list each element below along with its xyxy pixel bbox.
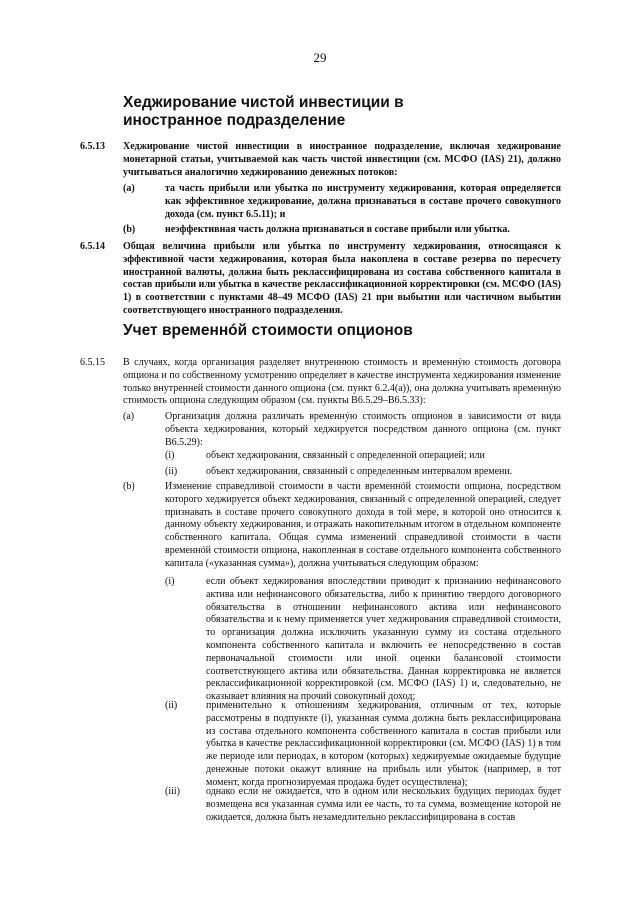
paragraph-6-5-15-text: В случаях, когда организация разделяет внутреннюю стоимость и временнýю стоимость договора опциона и по собственному усмотрению определяет в качестве инструмента хеджирования изменение только внутренней стоимости данного опциона (см. пункт 6.2.4(a)), она должна учитывать временнýю стоимость опциона следующим образом (см. пункты B6.5.29–B6.5.33): (123, 357, 561, 407)
paragraph-6-5-13-text: Хеджирование чистой инвестиции в иностранное подразделение, включая хеджирование монетарной статьи, учитываемой как часть чистой инвестиции (см. МСФО (IAS) 21), должно учитываться аналогично хеджированию денежных потоков: (123, 141, 561, 178)
item-a-text: Организация должна различать временнýю стоимость опционов в зависимости от вида объекта хеджирования, который хеджируется посредством данного опциона (см. пункт B6.5.29): (165, 411, 561, 448)
subitem-ii-label: (ii) (165, 700, 178, 711)
paragraph-6-5-14-text: Общая величина прибыли или убытка по инструменту хеджирования, относящаяся к эффективной части хеджирования, которая была накоплена в составе резерва по пересчету иностранной валюты, должна быть реклассифицирована из состава собственного капитала в состав прибыли или убытка в качестве реклассификационной корректировки (см. МСФО (IAS) 1) в соответствии с пунктами 48–49 МСФО (IAS) 21 при выбытии или частичном выбытии соответствующего иностранного подразделения. (123, 241, 561, 316)
subitem-i-label: (i) (165, 576, 175, 587)
subitem-i-text: объект хеджирования, связанный с определенной операцией; или (206, 450, 485, 461)
item-b-label: (b) (123, 224, 136, 235)
paragraph-number-6-5-14: 6.5.14 (80, 241, 105, 252)
subitem-ii-text: объект хеджирования, связанный с определенным интервалом времени. (206, 466, 513, 477)
subitem-i-text: если объект хеджирования впоследствии приводит к признанию нефинансового актива или нефинансового обязательства, либо к принятию твердого договорного обязательства в отношении нефинансового актива или нефинансового обязательства и к нему применяется учет хеджирования справедливой стоимости, то организация должна исключить указанную сумму из состава отдельного компонента собственного капитала и включить ее непосредственно в состав первоначальной стоимости или иной оценки балансовой стоимости соответствующего актива или обязательства. Данная корректировка не является реклассификационной корректировкой (см. МСФО (IAS) 1) и, следовательно, не оказывает влияния на прочий совокупный доход; (206, 576, 561, 703)
section-heading-option-time-value: Учет временнóй стоимости опционов (123, 322, 413, 339)
item-b-text: неэффективная часть должна признаваться в составе прибыли или убытка. (165, 224, 510, 235)
section-heading-net-investment: Хеджирование чистой инвестиции в иностранное подразделение (123, 94, 404, 129)
item-b-label: (b) (123, 481, 135, 492)
subitem-iii-text: однако если не ожидается, что в одном или нескольких будущих периодах будет возмещена вся указанная сумма или ее часть, то та сумма, возмещение которой не ожидается, должна быть незамедлительно реклассифицирована в состав (206, 786, 561, 823)
item-a-text: та часть прибыли или убытка по инструменту хеджирования, которая определяется как эффективное хеджирование, должна признаваться в составе прочего совокупного дохода (см. пункт 6.5.11); и (165, 183, 561, 220)
subitem-ii-label: (ii) (165, 466, 178, 477)
item-a-label: (a) (123, 411, 135, 422)
paragraph-number-6-5-15: 6.5.15 (80, 357, 105, 368)
item-b-text: Изменение справедливой стоимости в части временнóй стоимости опциона, посредством которого хеджируется объект хеджирования, связанный с определенной операцией, следует признавать в составе прочего совокупного дохода в той мере, в которой оно относится к данному объекту хеджирования, и отражать накопительным итогом в отдельном компоненте собственного капитала. Общая сумма изменений справедливой стоимости в части временнóй стоимости опциона, накопленная в составе отдельного компонента собственного капитала («указанная сумма»), должна учитываться следующим образом: (165, 481, 561, 569)
paragraph-number-6-5-13: 6.5.13 (80, 141, 105, 152)
subitem-ii-text: применительно к отношениям хеджирования, отличным от тех, которые рассмотрены в подпункте (i), указанная сумма должна быть реклассифицирована из состава отдельного компонента собственного капитала в состав прибыли или убытка в качестве реклассификационной корректировки (см. МСФО (IAS) 1) в том же периоде или периодах, в котором (которых) хеджируемые ожидаемые будущие денежные потоки окажут влияние на прибыль или убыток (например, в тот момент, когда прогнозируемая продажа будет осуществлена); (206, 700, 561, 788)
page-number: 29 (313, 50, 327, 65)
item-a-label: (a) (123, 183, 135, 194)
subitem-i-label: (i) (165, 450, 175, 461)
subitem-iii-label: (iii) (165, 786, 180, 797)
